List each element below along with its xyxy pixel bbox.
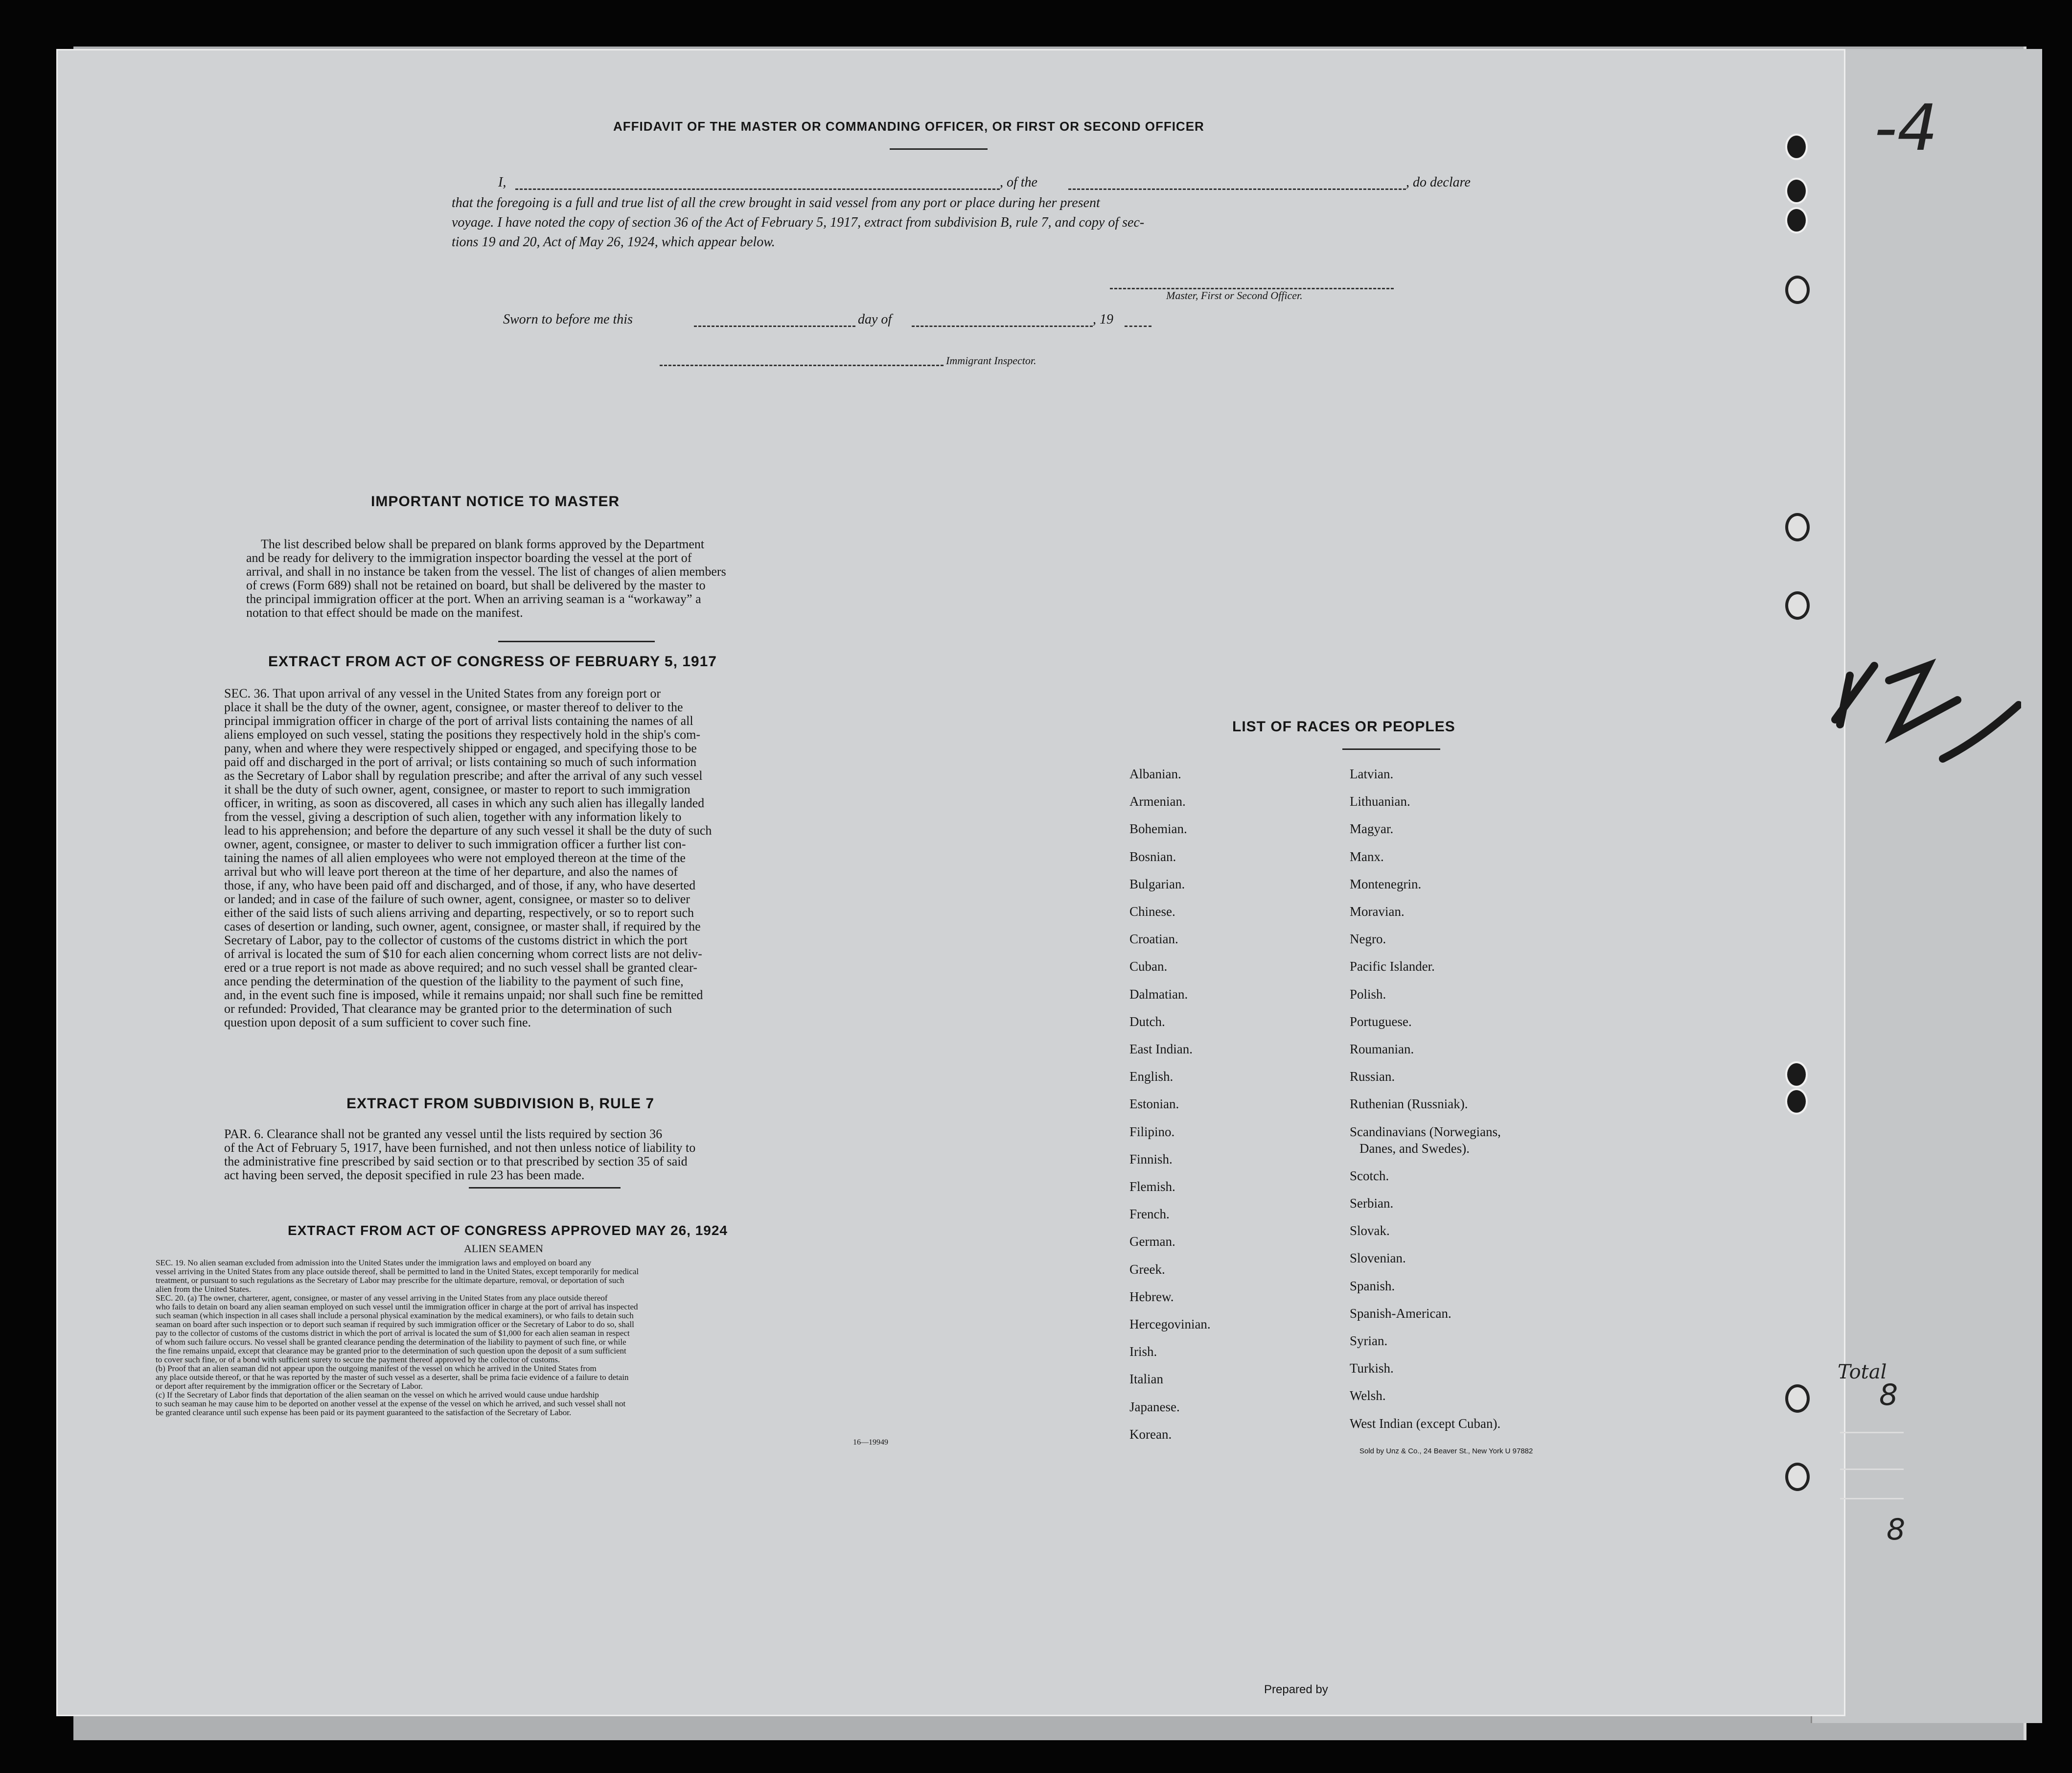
extract-1924-title: EXTRACT FROM ACT OF CONGRESS APPROVED MAY 26, 1924 [288,1223,728,1238]
race-item: Korean. [1129,1426,1172,1442]
handwritten-bottom-value: 8 [1887,1513,1906,1547]
race-item: Chinese. [1129,904,1175,919]
race-item: Cuban. [1129,959,1168,974]
master-signature-caption: Master, First or Second Officer. [1166,289,1303,302]
affidavit-title-rule [890,148,988,150]
binder-hole-icon [1785,513,1810,541]
race-item: Roumanian. [1350,1042,1414,1056]
sworn-label: Sworn to before me this [503,312,633,327]
race-item: West Indian (except Cuban). [1350,1416,1501,1431]
rule7-title: EXTRACT FROM SUBDIVISION B, RULE 7 [346,1096,655,1112]
race-item: Hebrew. [1129,1289,1174,1304]
race-item: Dalmatian. [1129,986,1188,1002]
race-item: Japanese. [1129,1399,1180,1414]
race-item: Dutch. [1129,1014,1165,1029]
affidavit-title: AFFIDAVIT OF THE MASTER OR COMMANDING OFFICER, OR FIRST OR SECOND OFFICER [613,119,1204,134]
race-item: Albanian. [1129,767,1181,781]
race-item: German. [1129,1234,1175,1249]
affidavit-body: that the foregoing is a full and true list of all the crew brought in said vessel from any port or place during her present voyage. I have noted the copy of section 36 of the Act of February 5, 1917, extract from subdivision B, rule 7, and copy of sec- tions 19 and 20, Act of May 26, 1924, which appear below. [452,195,1145,250]
race-item: Negro. [1350,932,1386,947]
handwritten-total-value: 8 [1879,1378,1898,1412]
extract-1924-body: SEC. 19. No alien seaman excluded from admission into the United States under the immigration laws and employed on board any vessel arriving in the United States from any place outside thereof, shall be permitted to land in the United States, except temporarily for medical treatment, or pursuant to such regulations as the Secretary of Labor may prescribe for the ultimate departure, removal, or deportation of such alien from the United States. SEC. 20. (a) The owner, charterer, agent, consignee, or master of any vessel arriving in the United States from any place outside thereof who fails to detain on board any alien seaman employed on such vessel until the immigration officer in charge at the port of arrival has inspected such seaman (which inspection in all cases shall include a personal physical examination by the medical examiners), or who fails to detain such seaman on board after such inspection or to deport such seaman if required by such immigration officer or the Secretary of Labor to do so, shall pay to the collector of customs of the customs district in which the port of arrival is located the sum of $1,000 for each alien seaman in respect of whom such failure occurs. No vessel shall be granted clearance pending the determination of the liability to payment of such fine, or while the fine remains unpaid, except that clearance may be granted prior to the determination of such question upon the deposit of a sum sufficient to cover such fine, or of a bond with sufficient surety to secure the payment thereof approved by the collector of customs. (b) Proof that an alien seaman did not appear upon the outgoing manifest of the vessel on which he arrived in the United States from any place outside thereof, or that he was reported by the master of such vessel as a deserter, shall be prima facie evidence of a failure to detain or deport after requirement by the immigration officer or the Secretary of Labor. (c) If the Secretary of Labor finds that deportation of the alien seaman on the vessel on which he arrived would cause undue hardship to such seaman he may cause him to be deported on another vessel at the expense of the vessel on which he arrived, and such vessel shall not be granted clearance until such expense has been paid or its payment guaranteed to the satisfaction of the Secretary of Labor. [156,1258,639,1417]
race-item: Turkish. [1350,1361,1394,1376]
race-item: Lithuanian. [1350,794,1410,809]
inspector-caption: Immigrant Inspector. [946,354,1036,367]
master-name-field[interactable] [515,188,1000,190]
sworn-month-field[interactable] [912,326,1093,327]
form-page [56,49,1845,1716]
notice-title: IMPORTANT NOTICE TO MASTER [371,493,620,510]
race-item: Estonian. [1129,1096,1179,1112]
day-of-label: day of [858,312,892,327]
binder-hole-icon [1785,134,1808,160]
binder-hole-icon [1785,1384,1810,1413]
race-item: Portuguese. [1350,1014,1412,1029]
race-item: Latvian. [1350,767,1394,781]
race-item: Ruthenian (Russniak). [1350,1096,1468,1112]
binder-hole-icon [1785,207,1808,233]
affidavit-of-label: , of the [1000,175,1037,190]
sworn-year-field[interactable] [1125,326,1151,327]
notice-body: The list described below shall be prepared on blank forms approved by the Department and be ready for delivery to the immigration inspector boarding the vessel at the port of arrival, and shall in no instance be taken from the vessel. The list of changes of alien members of crews (Form 689) shall not be retained on board, but shall be delivered by the master to the principal immigration officer at the port. When an arriving seaman is a “workaway” a notation to that effect should be made on the manifest. [246,537,726,620]
rule7-body: PAR. 6. Clearance shall not be granted any vessel until the lists required by section 36 of the Act of February 5, 1917, have been furnished, and not then unless notice of liability to the administrative fine prescribed by said section or to that prescribed by section 35 of said act having been served, the deposit specified in rule 23 has been made. [224,1127,696,1182]
race-item: Scotch. [1350,1168,1389,1183]
race-item: Croatian. [1129,932,1178,947]
affidavit-i-label: I, [498,175,506,190]
race-item: Serbian. [1350,1196,1394,1211]
binder-hole-icon [1785,591,1810,620]
rule7-rule [469,1187,621,1189]
race-item: Montenegrin. [1350,876,1422,891]
binder-hole-icon [1785,276,1810,304]
race-item: Filipino. [1129,1124,1175,1139]
race-item: Finnish. [1129,1151,1173,1166]
race-item: Russian. [1350,1069,1395,1084]
race-item: Slovak. [1350,1223,1390,1238]
race-item: French. [1129,1207,1170,1222]
tally-rule [1840,1469,1904,1470]
race-item: Scandinavians (Norwegians, [1350,1124,1501,1139]
printer-imprint: Sold by Unz & Co., 24 Beaver St., New York U 97882 [1359,1447,1533,1455]
race-item: Bosnian. [1129,849,1176,864]
notice-rule [498,641,655,642]
race-item: Spanish-American. [1350,1306,1451,1321]
race-item: Syrian. [1350,1333,1388,1348]
binder-hole-icon [1785,178,1808,204]
alien-seamen-subtitle: ALIEN SEAMEN [464,1242,543,1255]
handwritten-scrawl-icon [1830,646,2021,788]
race-item: Irish. [1129,1344,1157,1359]
affidavit-declare-label: , do declare [1406,175,1471,190]
prepared-by-label: Prepared by [1264,1683,1328,1696]
race-item: Greek. [1129,1261,1165,1277]
sworn-day-field[interactable] [694,326,855,327]
race-item: Spanish. [1350,1278,1395,1293]
extract-1917-body: SEC. 36. That upon arrival of any vessel in the United States from any foreign port or place it shall be the duty of the owner, agent, consignee, or master thereof to deliver to the principal immigration officer in charge of the port of arrival lists containing the names of all aliens employed on such vessel, stating the positions they respectively hold in the ship's com- pany, when and where they were respectively shipped or engaged, and specifying those to be paid off and discharged in the port of arrival; or lists containing so much of such information as the Secretary of Labor shall by regulation prescribe; and after the arrival of any such vessel it shall be the duty of such owner, agent, consignee, or master to report to such immigration officer, in writing, as soon as discovered, all cases in which any such alien has illegally landed from the vessel, giving a description of such alien, together with any information likely to lead to his apprehension; and before the departure of any such vessel it shall be the duty of such owner, agent, consignee, or master to deliver to such immigration officer a further list con- taining the names of all alien employees who were not employed thereon at the time of the arrival but who will leave port thereon at the time of her departure, and also the names of those, if any, who have been paid off and discharged, and of those, if any, who have deserted or landed; and in case of the failure of such owner, agent, consignee, or master so to deliver either of the said lists of such aliens arriving and departing, respectively, or so to report such cases of desertion or landing, such owner, agent, consignee, or master shall, if required by the Secretary of Labor, pay to the collector of customs of the customs district in which the port of arrival is located the sum of $10 for each alien concerning whom correct lists are not deliv- ered or a true report is not made as above required; and no such vessel shall be granted clear- ance pending the determination of the question of the liability to the payment of such fine, and, in the event such fine is imposed, while it remains unpaid; nor shall such fine be remitted or refunded: Provided, That clearance may be granted prior to the determination of such question upon deposit of a sum sufficient to cover such fine. [224,686,712,1029]
vessel-name-field[interactable] [1068,188,1406,190]
race-item: East Indian. [1129,1042,1193,1056]
tally-rule [1840,1432,1904,1433]
form-number: 16—19949 [853,1438,888,1446]
handwritten-page-number: -4 [1874,91,1938,165]
race-item: Armenian. [1129,794,1186,809]
handwritten-total-label: Total [1838,1361,1887,1383]
race-item: Italian [1129,1372,1163,1387]
races-title: LIST OF RACES OR PEOPLES [1232,719,1455,735]
tally-rule [1840,1498,1904,1499]
race-item: Welsh. [1350,1388,1386,1403]
race-item: Polish. [1350,986,1386,1002]
race-item: Moravian. [1350,904,1404,919]
race-item: English. [1129,1069,1174,1084]
year-label: , 19 [1093,312,1113,327]
race-item: Manx. [1350,849,1384,864]
binder-hole-icon [1785,1061,1808,1088]
race-item: Hercegovinian. [1129,1317,1211,1331]
extract-1917-title: EXTRACT FROM ACT OF CONGRESS OF FEBRUARY 5, 1917 [268,653,717,670]
races-rule [1342,748,1440,750]
race-item: Flemish. [1129,1179,1175,1194]
binder-hole-icon [1785,1088,1808,1115]
race-item: Slovenian. [1350,1251,1406,1266]
race-item: Magyar. [1350,821,1394,837]
binder-hole-icon [1785,1463,1810,1491]
inspector-signature-field[interactable] [660,365,944,366]
race-item: Pacific Islander. [1350,959,1435,974]
race-item: Bohemian. [1129,821,1187,837]
race-item: Bulgarian. [1129,876,1185,891]
race-item: Danes, and Swedes). [1359,1141,1470,1156]
